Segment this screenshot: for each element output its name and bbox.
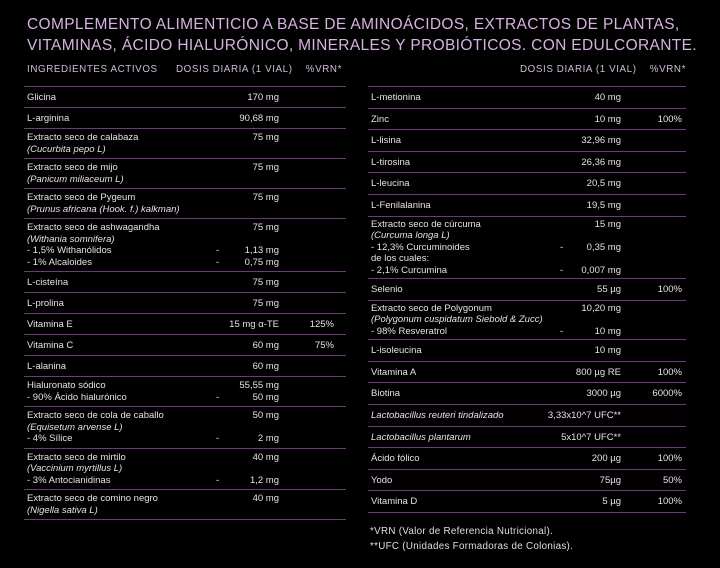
row-line xyxy=(368,326,686,337)
ingredient-name: - 12,3% Curcuminoides xyxy=(371,241,470,253)
table-row xyxy=(368,195,686,217)
row-line xyxy=(24,144,346,155)
table-row xyxy=(368,470,686,492)
ingredient-name: Hialuronato sódico xyxy=(27,380,106,391)
row-line xyxy=(368,200,686,211)
vrn-percent: 6000% xyxy=(652,388,682,400)
table-row xyxy=(368,217,686,280)
row-line xyxy=(24,475,346,486)
ingredient-name: Vitamina C xyxy=(27,340,74,351)
ingredient-name: Ácido fólico xyxy=(371,453,420,465)
dash-mark: - xyxy=(560,241,564,253)
row-line xyxy=(368,284,686,295)
daily-dose: 75 mg xyxy=(252,298,279,309)
ingredient-name: - 98% Resveratrol xyxy=(371,325,448,337)
ingredient-name: Extracto seco de cola de caballo xyxy=(27,410,164,421)
row-line xyxy=(24,245,346,256)
daily-dose: 5 µg xyxy=(602,496,621,508)
vrn-percent: 100% xyxy=(657,366,682,378)
table-row xyxy=(24,449,346,491)
row-line xyxy=(24,380,346,391)
row-line xyxy=(24,132,346,143)
ingredient-name: (Panicum miliaceum L) xyxy=(27,173,124,185)
ingredient-name: L-leucina xyxy=(371,178,410,190)
table-row xyxy=(368,427,686,449)
vrn-percent: 100% xyxy=(657,284,682,296)
daily-dose: 55 µg xyxy=(597,284,621,296)
ingredient-name: (Vaccinium myrtillus L) xyxy=(27,463,123,474)
vrn-percent: 100% xyxy=(657,453,682,465)
daily-dose: 0,75 mg xyxy=(244,256,279,268)
ingredient-name: L-cisteína xyxy=(27,277,69,288)
row-line xyxy=(368,367,686,378)
row-line xyxy=(24,340,346,351)
ingredient-name: Zinc xyxy=(371,113,389,125)
daily-dose: 3,33x10^7 UFC** xyxy=(547,409,621,421)
footnote-vrn: *VRN (Valor de Referencia Nutricional). xyxy=(370,526,554,537)
vrn-percent: 50% xyxy=(662,474,682,486)
table-row xyxy=(24,272,346,293)
row-line xyxy=(368,230,686,241)
row-line xyxy=(368,219,686,230)
table-row xyxy=(368,383,686,405)
table-row xyxy=(24,335,346,356)
daily-dose: 40 mg xyxy=(252,493,279,504)
row-line xyxy=(24,505,346,516)
row-line xyxy=(368,475,686,486)
table-row xyxy=(368,301,686,341)
daily-dose: 200 µg xyxy=(591,453,621,465)
row-line xyxy=(24,192,346,203)
table-row xyxy=(368,405,686,427)
ingredient-name: Extracto seco de Polygonum xyxy=(371,302,492,314)
ingredient-name: (Equisetum arvense L) xyxy=(27,421,123,433)
ingredient-name: Lactobacillus reuteri tindalizado xyxy=(371,409,504,421)
ingredient-name: Biotina xyxy=(371,388,401,400)
page-title xyxy=(27,14,707,56)
ingredient-name: Extracto seco de calabaza xyxy=(27,132,139,143)
table-row xyxy=(368,130,686,152)
daily-dose: 20,5 mg xyxy=(586,178,621,190)
ingredient-name: Extracto seco de ashwagandha xyxy=(27,222,160,233)
row-line xyxy=(24,433,346,444)
row-line xyxy=(24,361,346,372)
row-line xyxy=(24,234,346,245)
ingredient-name: L-tirosina xyxy=(371,156,411,168)
daily-dose: 75 mg xyxy=(252,162,279,173)
right-table xyxy=(368,64,686,513)
ingredient-name: (Cucurbita pepo L) xyxy=(27,143,106,155)
dash-mark: - xyxy=(216,256,220,268)
vrn-percent: 100% xyxy=(657,496,682,508)
ingredient-name: - 3% Antocianidinas xyxy=(27,474,111,486)
row-line xyxy=(24,277,346,288)
table-row xyxy=(24,356,346,377)
ingredient-name: Extracto seco de mirtilo xyxy=(27,451,126,463)
daily-dose: 50 mg xyxy=(252,391,279,403)
ingredient-name: L-metionina xyxy=(371,92,421,103)
table-row xyxy=(24,293,346,314)
row-line xyxy=(24,162,346,173)
vrn-percent: 100% xyxy=(657,113,682,125)
ingredient-name: Selenio xyxy=(371,284,403,296)
table-row xyxy=(24,407,346,449)
vrn-percent: 125% xyxy=(309,319,334,330)
daily-dose: 26,36 mg xyxy=(581,156,621,168)
ingredient-name: L-Fenilalanina xyxy=(371,199,431,211)
row-line xyxy=(368,345,686,356)
ingredient-name: - 1,5% Withanólidos xyxy=(27,245,112,256)
daily-dose: 5x10^7 UFC** xyxy=(561,431,621,443)
daily-dose: 75 mg xyxy=(252,132,279,143)
dash-mark: - xyxy=(216,433,220,444)
table-row xyxy=(368,87,686,109)
table-row xyxy=(368,362,686,384)
row-line xyxy=(24,204,346,215)
table-row xyxy=(368,109,686,131)
header-dose: DOSIS DIARIA (1 VIAL) xyxy=(520,64,637,75)
table-row xyxy=(368,340,686,362)
ingredient-name: de los cuales: xyxy=(371,253,430,265)
ingredient-name: - 2,1% Curcumina xyxy=(371,264,448,276)
row-line xyxy=(368,432,686,443)
row-line xyxy=(368,314,686,325)
right-table-rows xyxy=(368,86,686,513)
row-line xyxy=(368,265,686,276)
ingredient-name: Glicina xyxy=(27,92,57,103)
dash-mark: - xyxy=(560,325,564,337)
ingredient-name: Extracto seco de cúrcuma xyxy=(371,218,481,230)
row-line xyxy=(368,135,686,146)
header-ingredients: INGREDIENTES ACTIVOS xyxy=(27,64,158,75)
ingredient-name: (Curcuma longa L) xyxy=(371,230,450,242)
row-line xyxy=(368,453,686,464)
ingredient-name: - 4% Sílice xyxy=(27,433,73,444)
table-row xyxy=(24,189,346,219)
ingredient-name: (Withania somnifera) xyxy=(27,233,115,245)
dash-mark: - xyxy=(216,391,220,403)
row-line xyxy=(368,157,686,168)
row-line xyxy=(368,178,686,189)
daily-dose: 75 mg xyxy=(252,277,279,288)
daily-dose: 40 mg xyxy=(252,451,279,463)
ingredient-name: Extracto seco de comino negro xyxy=(27,493,158,504)
daily-dose: 19,5 mg xyxy=(586,199,621,211)
table-row xyxy=(24,108,346,129)
row-line xyxy=(368,388,686,399)
row-line xyxy=(368,114,686,125)
daily-dose: 2 mg xyxy=(257,433,279,444)
ingredient-name: L-prolina xyxy=(27,298,64,309)
header-vrn: %VRN* xyxy=(305,64,342,75)
row-line xyxy=(368,253,686,264)
daily-dose: 10 mg xyxy=(594,325,621,337)
table-row xyxy=(368,491,686,513)
row-line xyxy=(24,298,346,309)
ingredient-name: Extracto seco de Pygeum xyxy=(27,192,136,203)
row-line xyxy=(24,174,346,185)
daily-dose: 60 mg xyxy=(252,340,279,351)
daily-dose: 1,13 mg xyxy=(244,245,279,256)
table-row xyxy=(24,219,346,272)
daily-dose: 90,68 mg xyxy=(239,113,279,124)
dash-mark: - xyxy=(216,245,220,256)
row-line xyxy=(368,242,686,253)
daily-dose: 75µg xyxy=(599,474,621,486)
daily-dose: 10 mg xyxy=(594,113,621,125)
table-row xyxy=(368,279,686,301)
daily-dose: 50 mg xyxy=(252,410,279,421)
daily-dose: 3000 µg xyxy=(586,388,621,400)
row-line xyxy=(24,493,346,504)
title-line-1: COMPLEMENTO ALIMENTICIO A BASE DE AMINOÁCIDOS, EXTRACTOS DE PLANTAS, xyxy=(27,16,680,33)
row-line xyxy=(24,257,346,268)
table-row xyxy=(24,490,346,520)
daily-dose: 0,35 mg xyxy=(586,241,621,253)
row-line xyxy=(24,463,346,474)
table-row xyxy=(24,87,346,108)
table-row xyxy=(24,377,346,407)
table-row xyxy=(24,314,346,335)
daily-dose: 60 mg xyxy=(252,361,279,372)
ingredient-name: - 1% Alcaloides xyxy=(27,256,92,268)
title-line-2: VITAMINAS, ÁCIDO HIALURÓNICO, MINERALES Y PROBIÓTICOS. CON EDULCORANTE. xyxy=(27,37,697,54)
row-line xyxy=(368,303,686,314)
footnote-ufc: **UFC (Unidades Formadoras de Colonias). xyxy=(370,541,574,552)
left-table xyxy=(24,64,346,520)
daily-dose: 10 mg xyxy=(594,345,621,357)
ingredient-name: Extracto seco de mijo xyxy=(27,162,118,173)
ingredient-name: L-lisina xyxy=(371,135,402,147)
daily-dose: 10,20 mg xyxy=(581,302,621,314)
daily-dose: 75 mg xyxy=(252,192,279,203)
header-dose: DOSIS DIARIA (1 VIAL) xyxy=(176,64,293,75)
ingredient-name: L-isoleucina xyxy=(371,345,422,357)
left-table-header xyxy=(24,64,346,78)
ingredient-name: (Nigella sativa L) xyxy=(27,504,98,516)
row-line xyxy=(368,496,686,507)
dash-mark: - xyxy=(560,264,564,276)
ingredient-name: (Polygonum cuspidatum Siebold & Zucc) xyxy=(371,314,543,326)
right-table-header xyxy=(368,64,686,78)
header-vrn: %VRN* xyxy=(649,64,686,75)
vrn-percent: 75% xyxy=(314,340,334,351)
daily-dose: 75 mg xyxy=(252,222,279,233)
daily-dose: 15 mg α-TE xyxy=(229,319,279,330)
row-line xyxy=(368,92,686,103)
row-line xyxy=(24,92,346,103)
table-row xyxy=(24,129,346,159)
ingredient-name: Yodo xyxy=(371,474,393,486)
row-line xyxy=(24,422,346,433)
ingredient-name: L-alanina xyxy=(27,361,67,372)
row-line xyxy=(368,410,686,421)
row-line xyxy=(24,222,346,233)
dash-mark: - xyxy=(216,474,220,486)
row-line xyxy=(24,113,346,124)
daily-dose: 40 mg xyxy=(594,92,621,103)
daily-dose: 0,007 mg xyxy=(581,264,621,276)
ingredient-name: (Prunus africana (Hook. f.) kalkman) xyxy=(27,203,180,215)
table-row xyxy=(368,448,686,470)
ingredient-name: - 90% Ácido hialurónico xyxy=(27,391,127,403)
ingredient-name: Lactobacillus plantarum xyxy=(371,431,471,443)
ingredient-name: Vitamina E xyxy=(27,319,73,330)
ingredient-name: Vitamina D xyxy=(371,496,418,508)
table-row xyxy=(368,152,686,174)
daily-dose: 1,2 mg xyxy=(249,474,279,486)
daily-dose: 15 mg xyxy=(594,218,621,230)
ingredient-name: L-arginina xyxy=(27,113,70,124)
left-table-rows xyxy=(24,86,346,520)
row-line xyxy=(24,410,346,421)
daily-dose: 170 mg xyxy=(247,92,279,103)
daily-dose: 32,96 mg xyxy=(581,135,621,147)
table-row xyxy=(24,159,346,189)
row-line xyxy=(24,452,346,463)
ingredient-name: Vitamina A xyxy=(371,366,417,378)
row-line xyxy=(24,392,346,403)
daily-dose: 55,55 mg xyxy=(239,380,279,391)
row-line xyxy=(24,319,346,330)
daily-dose: 800 µg RE xyxy=(575,366,621,378)
table-row xyxy=(368,173,686,195)
